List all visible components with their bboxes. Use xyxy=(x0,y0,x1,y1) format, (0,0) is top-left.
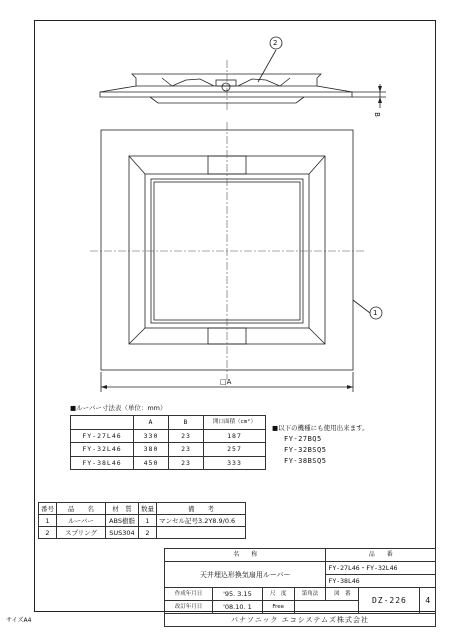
cell: 380 xyxy=(134,443,169,457)
title-row xyxy=(165,549,436,562)
cell: 1 xyxy=(139,515,157,527)
cell: 333 xyxy=(204,456,266,470)
header-cell xyxy=(71,416,134,430)
side-view-outline xyxy=(100,74,352,97)
header-cell: 数量 xyxy=(139,503,157,515)
header-cell: 材 質 xyxy=(106,503,139,515)
cell: 1 xyxy=(39,515,57,527)
cell: 23 xyxy=(169,456,204,470)
cell: ABS樹脂 xyxy=(106,515,139,527)
spring-left xyxy=(172,79,214,86)
cell: SUS304 xyxy=(106,527,139,539)
created-value: '95. 3.15 xyxy=(213,588,263,601)
page-value: 4 xyxy=(420,588,436,614)
scale-label: 尺 度 xyxy=(262,588,294,601)
company-name: パナソニック エコシステムズ株式会社 xyxy=(165,614,436,627)
title-row xyxy=(165,562,436,575)
compat-model: FY-38BSQ5 xyxy=(284,457,327,465)
dim-b-label: B xyxy=(372,112,381,117)
callout-1-label: 1 xyxy=(373,309,378,317)
model-value-2: FY-38L46 xyxy=(326,575,436,588)
dim-a-label: □A xyxy=(220,378,232,386)
compat-heading: ■以下の機種にも使用出来ます。 xyxy=(272,424,369,432)
revised-value: '08.10. 1 xyxy=(213,601,263,614)
model-value-1: FY-27L46・FY-32L46 xyxy=(326,562,436,575)
drawing-no-value: DZ-226 xyxy=(359,588,420,614)
cell xyxy=(157,527,246,539)
table-row xyxy=(71,429,266,443)
name-label: 名 称 xyxy=(165,549,326,562)
dimension-table-caption: ■ルーバー寸法表（単位：mm） xyxy=(70,404,167,412)
header-cell: 開口面積（cm²） xyxy=(204,416,266,430)
header-cell: A xyxy=(134,416,169,430)
cell: 2 xyxy=(39,527,57,539)
cell: スプリング xyxy=(57,527,106,539)
compat-model: FY-27BQ5 xyxy=(284,435,322,443)
cell: 23 xyxy=(169,429,204,443)
cell: ルーバー xyxy=(57,515,106,527)
model-label: 品 番 xyxy=(326,549,436,562)
compat-model: FY-32BSQ5 xyxy=(284,446,327,454)
header-cell: B xyxy=(169,416,204,430)
table-row xyxy=(71,443,266,457)
name-value: 天井埋込形換気扇用ルーバー xyxy=(165,562,326,588)
table-header-row xyxy=(71,416,266,430)
scale-value: Free xyxy=(262,601,294,614)
title-row xyxy=(165,614,436,627)
table-row xyxy=(39,515,246,527)
cell: FY-27L46 xyxy=(71,429,134,443)
cell: 330 xyxy=(134,429,169,443)
table-row xyxy=(71,456,266,470)
table-header-row xyxy=(39,503,246,515)
cell: 450 xyxy=(134,456,169,470)
cell: 23 xyxy=(169,443,204,457)
cell: 2 xyxy=(139,527,157,539)
header-cell: 備 考 xyxy=(157,503,246,515)
cell: FY-32L46 xyxy=(71,443,134,457)
paper-size: サイズA4 xyxy=(6,617,32,624)
table-row xyxy=(39,527,246,539)
revised-label: 改訂年月日 xyxy=(165,601,213,614)
cell: FY-38L46 xyxy=(71,456,134,470)
cell: 257 xyxy=(204,443,266,457)
cell: マンセル記号3.2Y8.9/0.6 xyxy=(157,515,246,527)
header-cell: 品 名 xyxy=(57,503,106,515)
created-label: 作成年月日 xyxy=(165,588,213,601)
cell: 187 xyxy=(204,429,266,443)
dimension-table xyxy=(70,415,266,470)
parts-list xyxy=(38,502,246,539)
projection-label: 第角法 xyxy=(294,588,326,601)
callout-2-label: 2 xyxy=(273,39,278,47)
title-block xyxy=(164,548,436,627)
drawing-no-label: 図 番 xyxy=(326,588,359,601)
header-cell: 番号 xyxy=(39,503,57,515)
projection-symbol xyxy=(294,601,359,614)
title-row xyxy=(165,588,436,601)
